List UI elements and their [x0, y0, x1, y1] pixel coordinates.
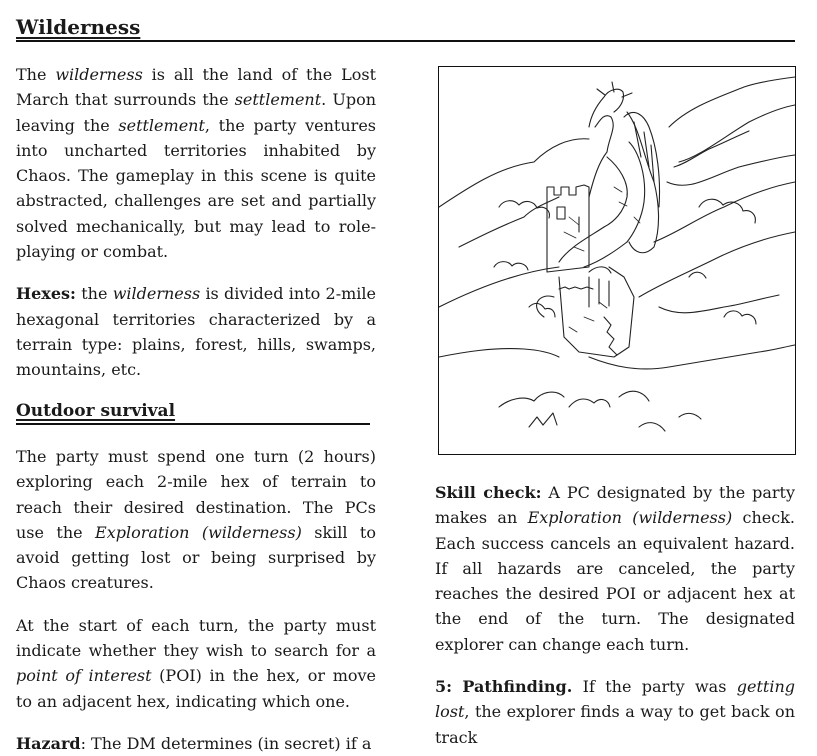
skill-column — [435, 480, 795, 750]
start-turn-paragraph: At the start of each turn, the party must indicate whether they wish to search for a point of interest (POI) in the hex, or move to an adjacent hex, indicating which one. — [16, 615, 376, 711]
skill-check-paragraph: Skill check: A PC designated by the party makes an Exploration (wilderness) check. Each success cancels an equivalent hazard. If all hazards are canceled, the party reaches the desired POI or adjacent hex at the end of the turn. The designated explorer can change each turn. — [435, 483, 796, 654]
survival-column — [16, 444, 376, 756]
intro-column — [16, 62, 376, 383]
hexes-paragraph: Hexes: the wilderness is divided into 2-mile hexagonal territories characterized by a terrain type: plains, forest, hills, swamps, mountains, etc. — [16, 284, 376, 380]
section-heading: Wilderness — [16, 14, 795, 42]
hazard-paragraph: Hazard: The DM determines (in secret) if a — [16, 733, 372, 753]
subsection-heading: Outdoor survival — [16, 399, 370, 425]
turn-paragraph: The party must spend one turn (2 hours) exploring each 2-mile hex of terrain to reach their desired destination. The PCs use the Exploration (wilderness) skill to avoid getting lost or being surprised by Chaos creatures. — [16, 447, 376, 593]
intro-paragraph: The wilderness is all the land of the Lost March that surrounds the settlement. Upon leaving the settlement, the party ventures into uncharted territories inhabited by Chaos. The gameplay in this scene is quite abstracted, challenges are set and partially solved mechanically, but may lead to role-playing or combat. — [16, 65, 377, 262]
dragon-tower-illustration — [438, 66, 796, 455]
pathfinding-paragraph: 5: Pathfinding. If the party was getting lost, the explorer finds a way to get back on track — [435, 677, 796, 747]
